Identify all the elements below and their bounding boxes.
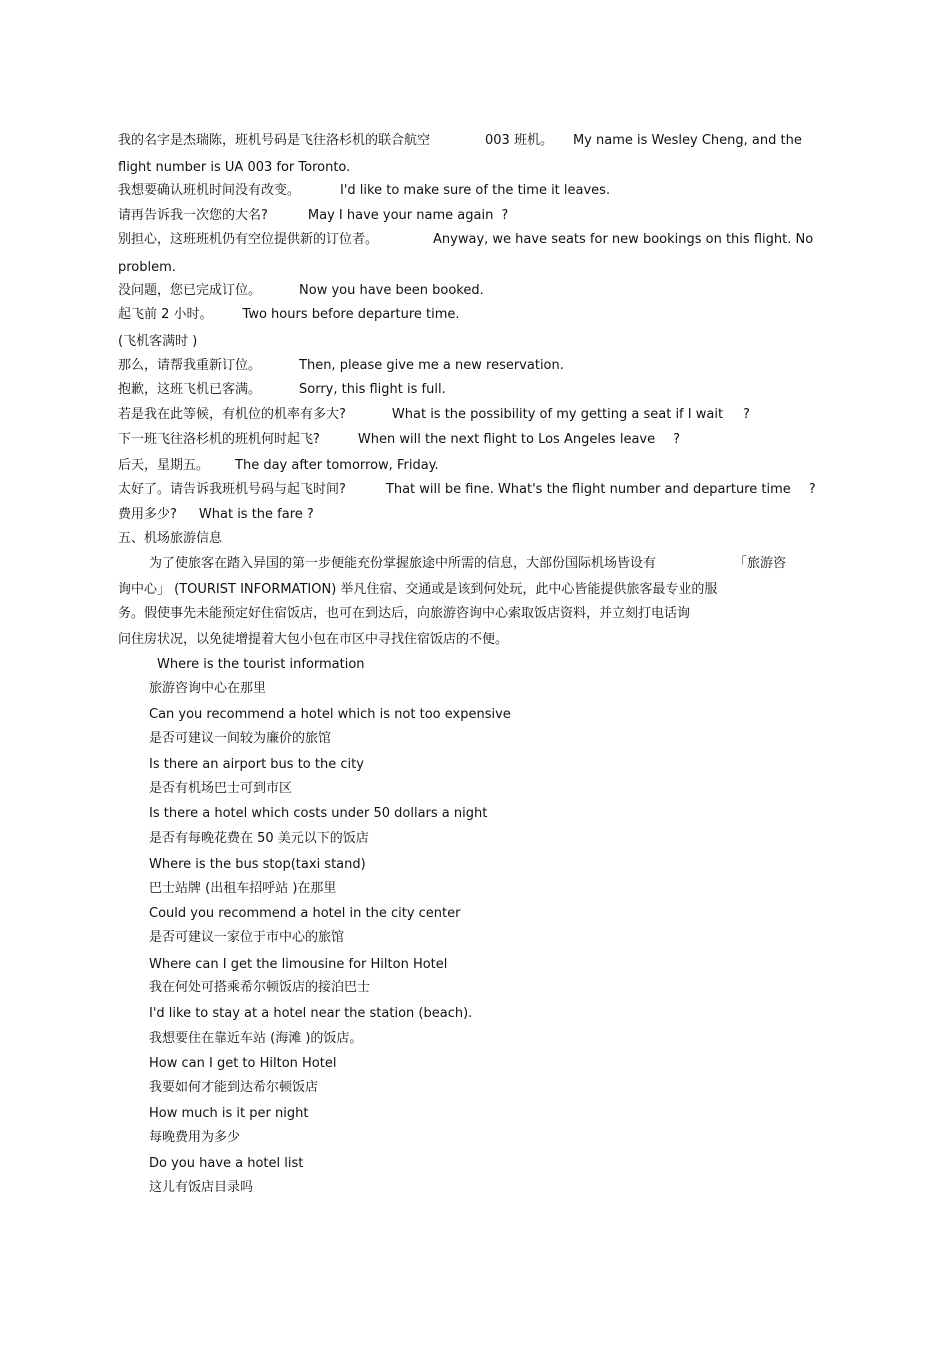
phrase-en: Could you recommend a hotel in the city center bbox=[149, 906, 461, 921]
section-heading: 五、机场旅游信息 bbox=[118, 531, 223, 546]
phrase-en: How much is it per night bbox=[149, 1106, 309, 1121]
phrase-en: I'd like to stay at a hotel near the station (beach). bbox=[149, 1006, 473, 1021]
dialog-line: 请再告诉我一次您的大名? May I have your name again ? bbox=[118, 208, 509, 223]
phrase-zh: 我想要住在靠近车站 (海滩 )的饭店。 bbox=[149, 1031, 363, 1046]
phrase-zh: 是否有机场巴士可到市区 bbox=[149, 781, 293, 796]
paragraph-line: 务。假使事先未能预定好住宿饭店，也可在到达后，向旅游咨询中心索取饭店资料，并立刻打电话询 bbox=[118, 606, 691, 621]
dialog-line: (飞机客满时 ) bbox=[118, 334, 198, 349]
paragraph-line: 问住房状况，以免徒增提着大包小包在市区中寻找住宿饭店的不便。 bbox=[118, 632, 509, 647]
dialog-line: flight number is UA 003 for Toronto. bbox=[118, 160, 351, 175]
phrase-en: Where can I get the limousine for Hilton Hotel bbox=[149, 957, 448, 972]
dialog-line: 后天，星期五。 The day after tomorrow, Friday. bbox=[118, 458, 439, 473]
phrase-en: Do you have a hotel list bbox=[149, 1156, 304, 1171]
phrase-en: Is there a hotel which costs under 50 dollars a night bbox=[149, 806, 488, 821]
dialog-line: problem. bbox=[118, 260, 176, 275]
phrase-zh: 巴士站牌 (出租车招呼站 )在那里 bbox=[149, 881, 337, 896]
dialog-line: 若是我在此等候，有机位的机率有多大? What is the possibility of my getting a seat if I wait ? bbox=[118, 407, 750, 422]
phrase-zh: 是否可建议一家位于市中心的旅馆 bbox=[149, 930, 345, 945]
dialog-line: 我想要确认班机时间没有改变。 I'd like to make sure of the time it leaves. bbox=[118, 183, 611, 198]
phrase-en: How can I get to Hilton Hotel bbox=[149, 1056, 337, 1071]
dialog-line: 太好了。请告诉我班机号码与起飞时间? That will be fine. What's the flight number and departure time ? bbox=[118, 482, 816, 497]
paragraph-line: 询中心」 (TOURIST INFORMATION) 举凡住宿、交通或是该到何处玩，此中心皆能提供旅客最专业的服 bbox=[118, 582, 718, 597]
phrase-zh: 我在何处可搭乘希尔顿饭店的接泊巴士 bbox=[149, 980, 371, 995]
phrase-en: Where is the bus stop(taxi stand) bbox=[149, 857, 366, 872]
dialog-line: 别担心，这班班机仍有空位提供新的订位者。 Anyway, we have seats for new bookings on this flight. No bbox=[118, 232, 814, 247]
phrase-zh: 这儿有饭店目录吗 bbox=[149, 1180, 254, 1195]
dialog-line: 抱歉，这班飞机已客满。 Sorry, this flight is full. bbox=[118, 382, 446, 397]
dialog-line: 那么，请帮我重新订位。 Then, please give me a new reservation. bbox=[118, 358, 564, 373]
phrase-zh: 每晚费用为多少 bbox=[149, 1130, 241, 1145]
dialog-line: 我的名字是杰瑞陈，班机号码是飞往洛杉机的联合航空 003 班机。 My name is Wesley Cheng, and the bbox=[118, 133, 802, 148]
phrase-zh: 旅游咨询中心在那里 bbox=[149, 681, 267, 696]
phrase-zh: 是否可建议一间较为廉价的旅馆 bbox=[149, 731, 332, 746]
phrase-zh: 我要如何才能到达希尔顿饭店 bbox=[149, 1080, 319, 1095]
dialog-line: 下一班飞往洛杉机的班机何时起飞? When will the next flight to Los Angeles leave ? bbox=[118, 432, 681, 447]
phrase-en: Is there an airport bus to the city bbox=[149, 757, 364, 772]
phrase-zh: 是否有每晚花费在 50 美元以下的饭店 bbox=[149, 831, 369, 846]
dialog-line: 起飞前 2 小时。 Two hours before departure time. bbox=[118, 307, 460, 322]
phrase-en: Where is the tourist information bbox=[157, 657, 365, 672]
dialog-line: 没问题，您已完成订位。 Now you have been booked. bbox=[118, 283, 484, 298]
dialog-line: 费用多少? What is the fare ? bbox=[118, 507, 314, 522]
paragraph-line: 为了使旅客在踏入异国的第一步便能充份掌握旅途中所需的信息，大部份国际机场皆设有 「旅游咨 bbox=[149, 556, 787, 571]
phrase-en: Can you recommend a hotel which is not too expensive bbox=[149, 707, 511, 722]
